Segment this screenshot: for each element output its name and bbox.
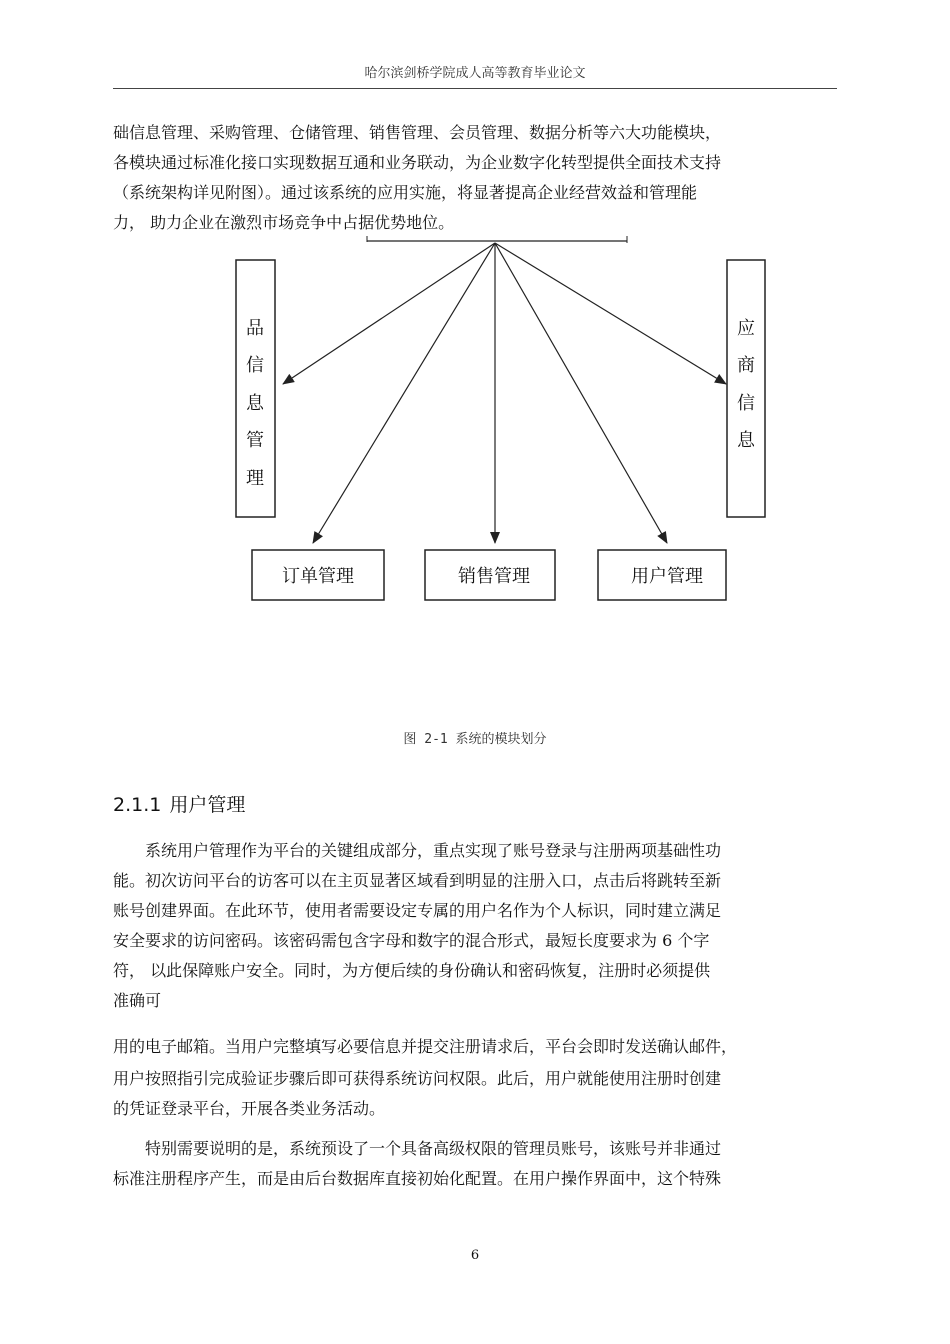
intro-line: 础信息管理、采购管理、仓储管理、销售管理、会员管理、数据分析等六大功能模块， [113,123,722,142]
sales-module-label: 销售管理 [458,566,530,587]
body-line: 的凭证登录平台，开展各类业务活动。 [113,1099,386,1118]
intro-line: 力， 助力企业在激烈市场竞争中占据优势地位。 [113,213,455,232]
body-line: 系统用户管理作为平台的关键组成部分，重点实现了账号登录与注册两项基础性功 [113,841,722,860]
body-paragraph-3 [113,1134,841,1194]
section-number: 2.1.1 [113,794,162,816]
body-line: 符， 以此保障账户安全。同时，为方便后续的身份确认和密码恢复，注册时必须提供 [113,961,711,980]
right-box-char: 信 [737,393,755,414]
running-header: 哈尔滨剑桥学院成人高等教育毕业论文 [364,66,586,81]
body-line: 标准注册程序产生，而是由后台数据库直接初始化配置。在用户操作界面中，这个特殊 [113,1169,722,1188]
intro-line: （系统架构详见附图）。通过该系统的应用实施，将显著提高企业经营效益和管理能 [113,183,698,202]
right-box-char: 息 [737,430,755,451]
body-paragraph-1 [113,836,841,1016]
left-box-char: 理 [246,468,264,489]
right-box-char: 商 [737,355,755,376]
left-box-char: 管 [246,430,264,451]
body-line: 用户按照指引完成验证步骤后即可获得系统访问权限。此后，用户就能使用注册时创建 [113,1069,722,1088]
left-box-char: 品 [246,318,264,339]
section-heading [113,790,245,817]
body-paragraph-2 [113,1032,841,1124]
left-box-char: 息 [246,393,264,414]
figure-caption: 图 2-1 系统的模块划分 [403,732,547,747]
page-number: 6 [470,1248,480,1263]
intro-line: 各模块通过标准化接口实现数据互通和业务联动，为企业数字化转型提供全面技术支持 [113,153,722,172]
body-line: 账号创建界面。在此环节，使用者需要设定专属的用户名作为个人标识，同时建立满足 [113,901,722,920]
body-line: 能。初次访问平台的访客可以在主页显著区域看到明显的注册入口，点击后将跳转至新 [113,871,722,890]
arrow-to-left-box [283,243,495,384]
body-line: 准确可 [113,991,162,1010]
right-box-char: 应 [737,318,755,339]
left-box-char: 信 [246,355,264,376]
arrow-to-right-box [495,243,726,384]
right-module-box [727,260,765,517]
user-module-label: 用户管理 [631,566,703,587]
body-line: 安全要求的访问密码。该密码需包含字母和数字的混合形式，最短长度要求为 6 个字 [113,931,710,950]
body-line: 特别需要说明的是，系统预设了一个具备高级权限的管理员账号，该账号并非通过 [113,1139,722,1158]
arrow-to-order-box [313,243,495,543]
section-title: 用户管理 [169,794,246,816]
order-module-label: 订单管理 [282,566,354,587]
body-line: 用的电子邮箱。当用户完整填写必要信息并提交注册请求后，平台会即时发送确认邮件， [113,1037,738,1056]
arrow-to-user-box [495,243,667,543]
